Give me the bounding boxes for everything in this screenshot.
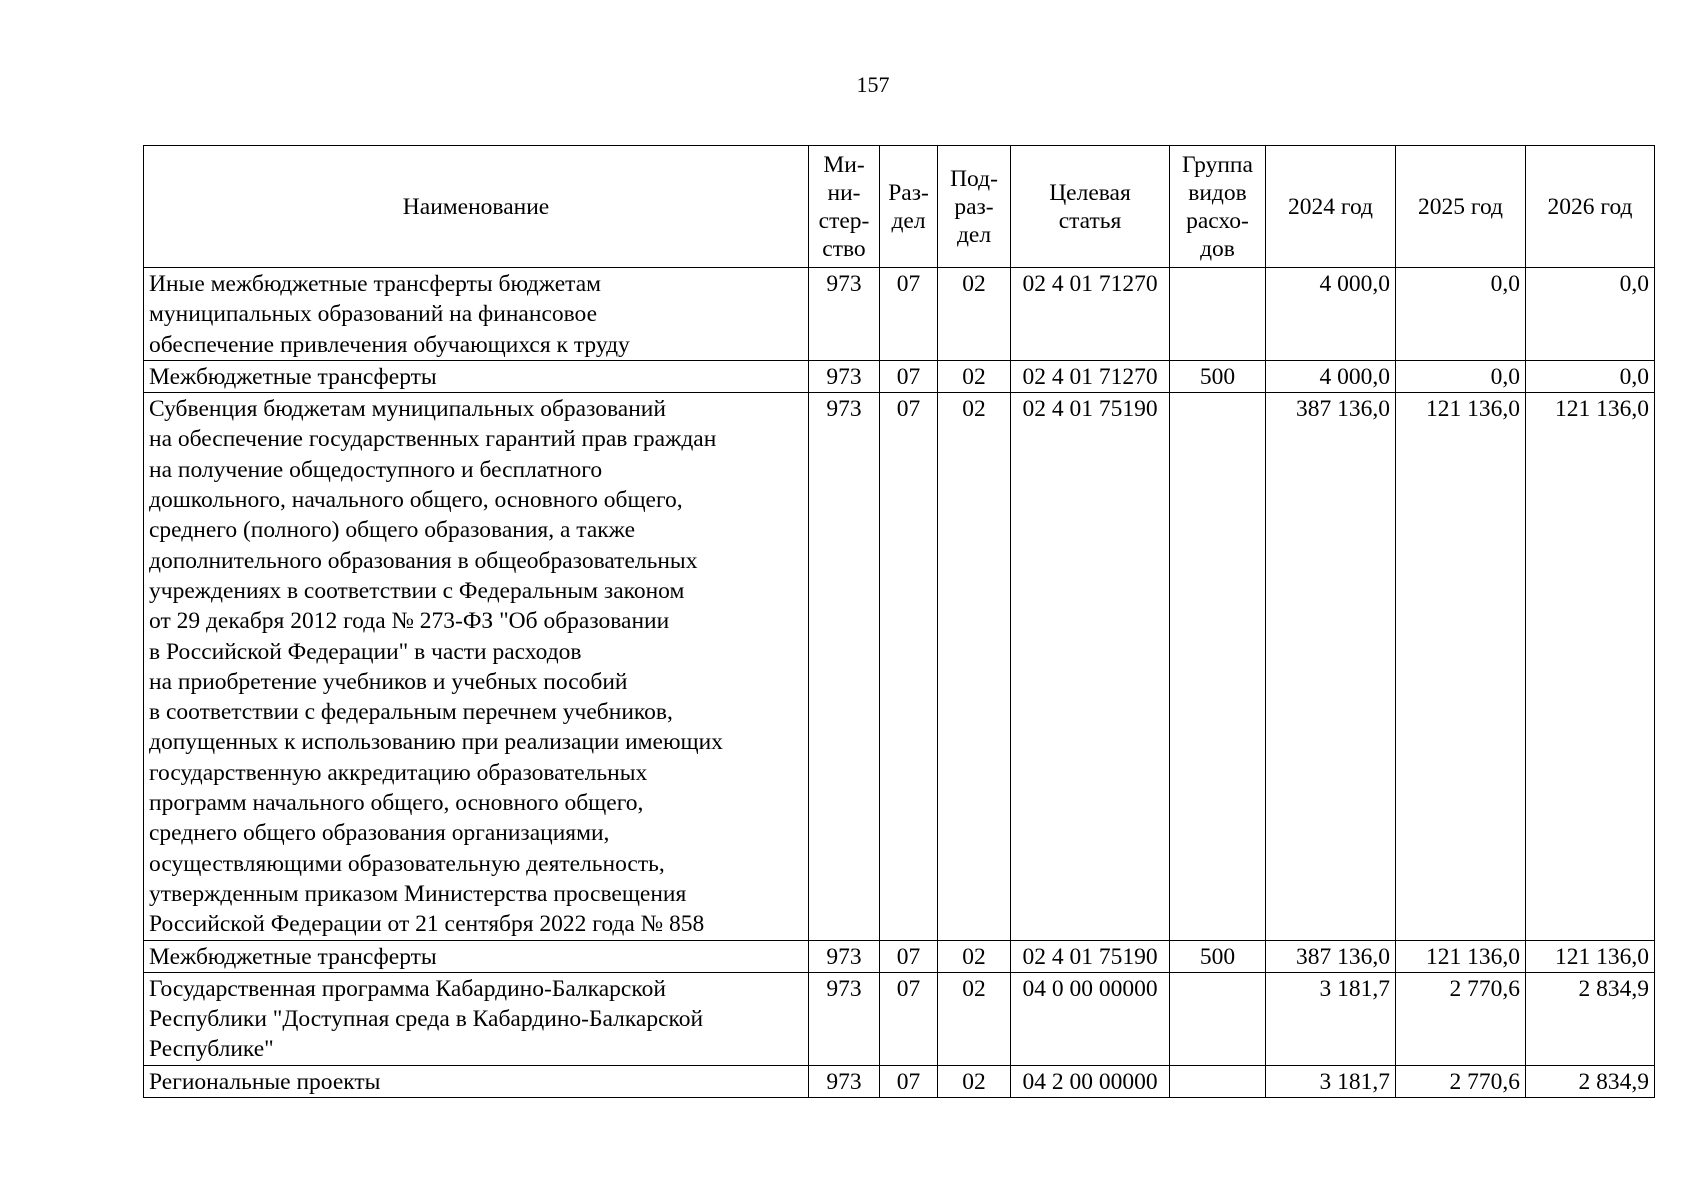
table-header [144, 146, 1655, 268]
row-2024: 3 181,7 [1266, 1065, 1396, 1097]
row-target: 04 2 00 00000 [1011, 1065, 1170, 1097]
row-group [1170, 393, 1266, 940]
row-name: Государственная программа Кабардино-Балкарской Республики "Доступная среда в Кабардино-Балкарской Республике" [144, 972, 809, 1065]
row-2025: 0,0 [1396, 268, 1526, 361]
row-group: 500 [1170, 360, 1266, 392]
row-2026: 2 834,9 [1526, 1065, 1655, 1097]
table-row [144, 268, 1655, 361]
header-ministry: Ми- ни- стер- ство [809, 146, 880, 268]
row-name: Субвенция бюджетам муниципальных образований на обеспечение государственных гарантий прав граждан на получение общедоступного и бесплатного дошкольного, начального общего, основного общего, среднего (полного) общего образования, а также дополнительного образования в общеобразовательных учреждениях в соответствии с Федеральным законом от 29 декабря 2012 года № 273-ФЗ "Об образовании в Российской Федерации" в части расходов на приобретение учебников и учебных пособий в соответствии с федеральным перечнем учебников, допущенных к использованию при реализации имеющих государственную аккредитацию образовательных программ начального общего, основного общего, среднего общего образования организациями, осуществляющими образовательную деятельность, утвержденным приказом Министерства просвещения Российской Федерации от 21 сентября 2022 года № 858 [144, 393, 809, 940]
row-ministry: 973 [809, 360, 880, 392]
header-2026: 2026 год [1526, 146, 1655, 268]
row-section: 07 [880, 393, 938, 940]
row-section: 07 [880, 268, 938, 361]
row-target: 02 4 01 75190 [1011, 393, 1170, 940]
row-2025: 121 136,0 [1396, 940, 1526, 972]
row-subsection: 02 [938, 1065, 1011, 1097]
row-2026: 0,0 [1526, 360, 1655, 392]
table-row [144, 393, 1655, 940]
header-section: Раз- дел [880, 146, 938, 268]
row-target: 02 4 01 71270 [1011, 360, 1170, 392]
table-row [144, 940, 1655, 972]
row-name: Региональные проекты [144, 1065, 809, 1097]
row-group [1170, 972, 1266, 1065]
row-section: 07 [880, 1065, 938, 1097]
row-subsection: 02 [938, 268, 1011, 361]
header-subsection: Под- раз- дел [938, 146, 1011, 268]
row-2026: 2 834,9 [1526, 972, 1655, 1065]
row-ministry: 973 [809, 940, 880, 972]
page-number: 157 [856, 72, 890, 97]
row-2025: 2 770,6 [1396, 1065, 1526, 1097]
row-ministry: 973 [809, 393, 880, 940]
header-group: Группа видов расхо- дов [1170, 146, 1266, 268]
row-subsection: 02 [938, 972, 1011, 1065]
row-2026: 121 136,0 [1526, 393, 1655, 940]
row-ministry: 973 [809, 1065, 880, 1097]
row-target: 02 4 01 75190 [1011, 940, 1170, 972]
row-subsection: 02 [938, 393, 1011, 940]
row-group [1170, 268, 1266, 361]
row-ministry: 973 [809, 268, 880, 361]
budget-table [143, 145, 1655, 1098]
row-name: Межбюджетные трансферты [144, 360, 809, 392]
header-2025: 2025 год [1396, 146, 1526, 268]
row-name: Межбюджетные трансферты [144, 940, 809, 972]
table-body [144, 268, 1655, 1098]
row-2026: 121 136,0 [1526, 940, 1655, 972]
table-row [144, 972, 1655, 1065]
row-ministry: 973 [809, 972, 880, 1065]
row-2024: 387 136,0 [1266, 393, 1396, 940]
header-target: Целевая статья [1011, 146, 1170, 268]
table-row [144, 360, 1655, 392]
row-section: 07 [880, 940, 938, 972]
row-subsection: 02 [938, 940, 1011, 972]
row-name: Иные межбюджетные трансферты бюджетам муниципальных образований на финансовое обеспечение привлечения обучающихся к труду [144, 268, 809, 361]
row-group: 500 [1170, 940, 1266, 972]
row-2024: 4 000,0 [1266, 360, 1396, 392]
row-2025: 121 136,0 [1396, 393, 1526, 940]
row-2024: 3 181,7 [1266, 972, 1396, 1065]
header-2024: 2024 год [1266, 146, 1396, 268]
row-2024: 387 136,0 [1266, 940, 1396, 972]
row-target: 02 4 01 71270 [1011, 268, 1170, 361]
row-2024: 4 000,0 [1266, 268, 1396, 361]
header-name: Наименование [144, 146, 809, 268]
row-target: 04 0 00 00000 [1011, 972, 1170, 1065]
table-row [144, 1065, 1655, 1097]
row-2026: 0,0 [1526, 268, 1655, 361]
row-group [1170, 1065, 1266, 1097]
row-section: 07 [880, 972, 938, 1065]
row-2025: 2 770,6 [1396, 972, 1526, 1065]
row-2025: 0,0 [1396, 360, 1526, 392]
row-section: 07 [880, 360, 938, 392]
row-subsection: 02 [938, 360, 1011, 392]
